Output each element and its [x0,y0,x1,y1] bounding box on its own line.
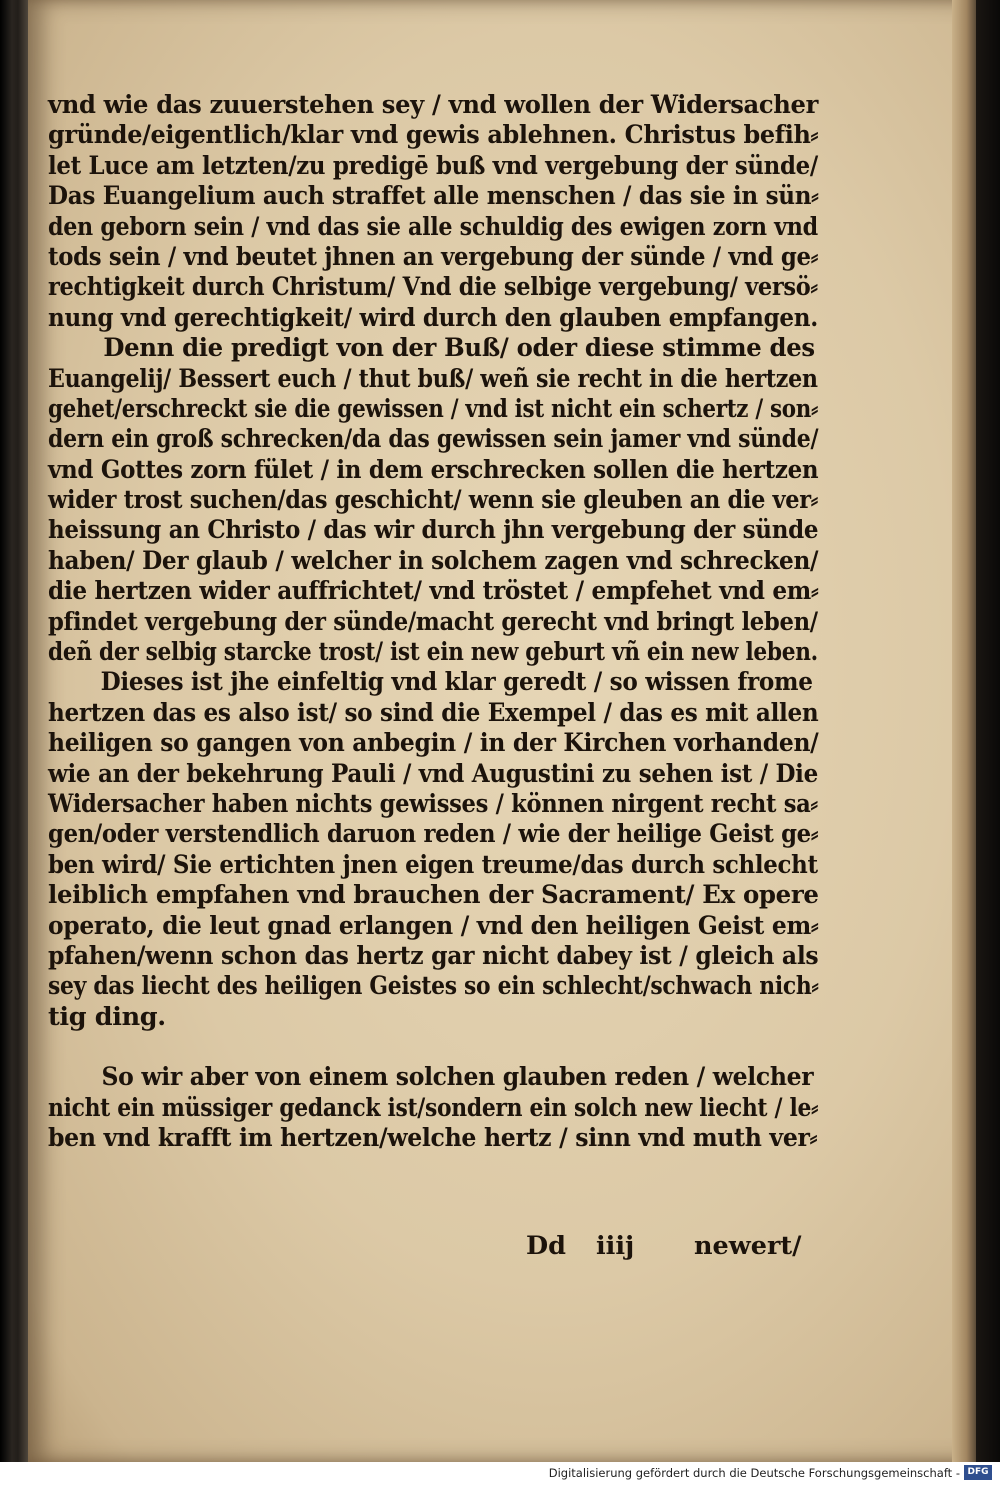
text-line: wider trost suchen/das geschicht/ wenn sie gleuben an die ver⸗ [48,485,818,516]
text-line: gründe/eigentlich/klar vnd gewis ablehnen. Christus befih⸗ [48,120,819,151]
paragraph-gap [48,1032,818,1062]
dfg-logo: DFG [964,1465,992,1480]
text-line: Dieses ist jhe einfeltig vnd klar geredt / so wissen frome [100,667,813,698]
text-line: sey das liecht des heiligen Geistes so ein schlecht/schwach nich⸗ [48,971,819,1002]
text-line: let Luce am letzten/zu predigē buß vnd vergebung der sünde/ [48,150,818,181]
credit-text: Digitalisierung gefördert durch die Deutsche Forschungsgemeinschaft - [548,1466,960,1480]
text-line: Das Euangelium auch straffet alle menschen / das sie in sün⸗ [48,181,819,212]
text-line: nung vnd gerechtigkeit/ wird durch den glauben empfangen. [48,302,818,333]
text-line: vnd wie das zuuerstehen sey / vnd wollen der Widersacher [48,90,819,120]
text-line: rechtigkeit durch Christum/ Vnd die selbige vergebung/ versö⸗ [48,272,818,303]
scan-right-border [976,0,1000,1462]
text-line: So wir aber von einem solchen glauben reden / welcher [101,1062,814,1093]
credit-bar [0,1462,1000,1486]
text-line: tods sein / vnd beutet jhnen an vergebung der sünde / vnd ge⸗ [48,241,818,272]
text-line: wie an der bekehrung Pauli / vnd Augustini zu sehen ist / Die [48,758,818,789]
text-line: hertzen das es also ist/ so sind die Exempel / das es mit allen [48,697,819,728]
catchword: newert/ [694,1231,802,1261]
text-line: operato, die leut gnad erlangen / vnd den heiligen Geist em⸗ [48,910,819,941]
text-line: pfahen/wenn schon das hertz gar nicht dabey ist / gleich als [48,940,819,971]
page-edge [952,0,976,1462]
text-line: heiligen so gangen von anbegin / in der Kirchen vorhanden/ [48,728,819,759]
text-line: leiblich empfahen vnd brauchen der Sacrament/ Ex opere [48,880,819,911]
text-line: haben/ Der glaub / welcher in solchem zagen vnd schrecken/ [48,545,819,576]
text-line: die hertzen wider auffrichtet/ vnd tröstet / empfehet vnd em⸗ [48,576,819,607]
text-line: tig ding. [48,1001,166,1032]
text-line: nicht ein müssiger gedanck ist/sondern ein solch new liecht / le⸗ [48,1092,819,1123]
book-page [28,0,976,1462]
text-line: Denn die predigt von der Buß/ oder diese stimme des [103,333,815,364]
text-line: den geborn sein / vnd das sie alle schuldig des ewigen zorn vnd [48,211,818,242]
text-line: pfindet vergebung der sünde/macht gerecht vnd bringt leben/ [48,606,818,637]
text-line: ben vnd krafft im hertzen/welche hertz / sinn vnd muth ver⸗ [48,1122,818,1153]
body-text [48,90,818,1153]
page-number: iiij [596,1231,635,1261]
text-line: heissung an Christo / das wir durch jhn vergebung der sünde [48,515,819,546]
text-line: dern ein groß schrecken/da das gewissen sein jamer vnd sünde/ [48,424,819,455]
text-line: Euangelij/ Bessert euch / thut buß/ weñ sie recht in die hertzen [48,363,818,394]
text-line: ben wird/ Sie ertichten jnen eigen treume/das durch schlecht [48,849,818,880]
text-line: gen/oder verstendlich daruon reden / wie der heilige Geist ge⸗ [48,819,819,850]
text-line: deñ der selbig starcke trost/ ist ein new geburt vñ ein new leben. [48,637,818,668]
signature-mark: Dd [526,1231,566,1261]
text-line: Widersacher haben nichts gewisses / können nirgent recht sa⸗ [48,788,818,819]
text-line: vnd Gottes zorn fület / in dem erschrecken sollen die hertzen [48,454,819,485]
text-line: gehet/erschreckt sie die gewissen / vnd ist nicht ein schertz / son⸗ [48,393,818,424]
